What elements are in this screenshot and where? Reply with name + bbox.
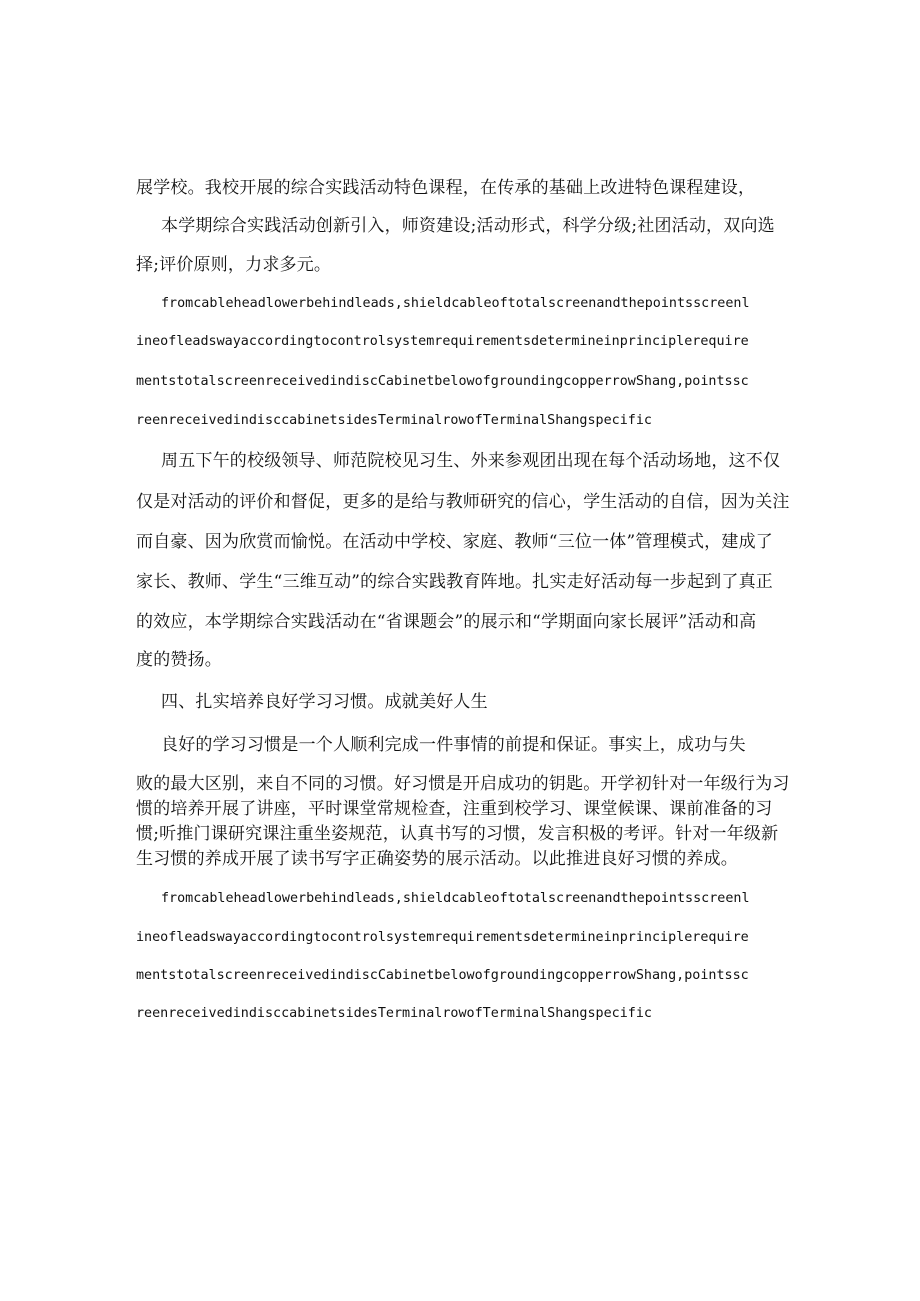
text-line-2: 本学期综合实践活动创新引入，师资建设;活动形式，科学分级;社团活动，双向选 (161, 216, 775, 236)
text-line-8: 的效应，本学期综合实践活动在“省课题会”的展示和“学期面向家长展评”活动和高 (136, 612, 757, 632)
text-line-13: 惯;听推门课研究课注重坐姿规范，认真书写的习惯，发言积极的考评。针对一年级新 (136, 824, 779, 844)
english-line-1: fromcableheadlowerbehindleads,shieldcableoftotalscreenandthepointsscreenl (161, 296, 750, 311)
english-line-6: ineofleadswayaccordingtocontrolsystemrequirementsdetermineinprinciplerequire (136, 930, 749, 945)
text-line-7: 家长、教师、学生“三维互动”的综合实践教育阵地。扎实走好活动每一步起到了真正 (136, 572, 773, 592)
english-line-4: reenreceivedindisccabinetsidesTerminalrowofTerminalShangspecific (136, 413, 652, 428)
text-line-4: 周五下午的校级领导、师范院校见习生、外来参观团出现在每个活动场地，这不仅 (161, 451, 781, 471)
text-line-11: 败的最大区别，来自不同的习惯。好习惯是开启成功的钥匙。开学初针对一年级行为习 (136, 774, 790, 794)
english-line-2: ineofleadswayaccordingtocontrolsystemrequirementsdetermineinprinciplerequire (136, 334, 749, 349)
section-heading: 四、扎实培养良好学习习惯。成就美好人生 (161, 692, 488, 712)
english-line-3: mentstotalscreenreceivedindiscCabinetbelowofgroundingcopperrowShang,pointssc (136, 374, 749, 389)
text-line-14: 生习惯的养成开展了读书写字正确姿势的展示活动。以此推进良好习惯的养成。 (136, 849, 738, 869)
text-line-5: 仅是对活动的评价和督促，更多的是给与教师研究的信心，学生活动的自信，因为关注 (136, 492, 790, 512)
english-line-7: mentstotalscreenreceivedindiscCabinetbelowofgroundingcopperrowShang,pointssc (136, 968, 749, 983)
text-line-10: 良好的学习习惯是一个人顺利完成一件事情的前提和保证。事实上，成功与失 (161, 735, 746, 755)
text-line-9: 度的赞扬。 (136, 650, 222, 670)
text-line-12: 惯的培养开展了讲座，平时课堂常规检查，注重到校学习、课堂候课、课前准备的习 (136, 799, 773, 819)
english-line-5: fromcableheadlowerbehindleads,shieldcableoftotalscreenandthepointsscreenl (161, 891, 750, 906)
text-line-1: 展学校。我校开展的综合实践活动特色课程，在传承的基础上改进特色课程建设， (136, 178, 756, 198)
text-line-6: 而自豪、因为欣赏而愉悦。在活动中学校、家庭、教师“三位一体”管理模式，建成了 (136, 532, 773, 552)
english-line-8: reenreceivedindisccabinetsidesTerminalrowofTerminalShangspecific (136, 1006, 652, 1021)
text-line-3: 择;评价原则，力求多元。 (136, 255, 332, 275)
